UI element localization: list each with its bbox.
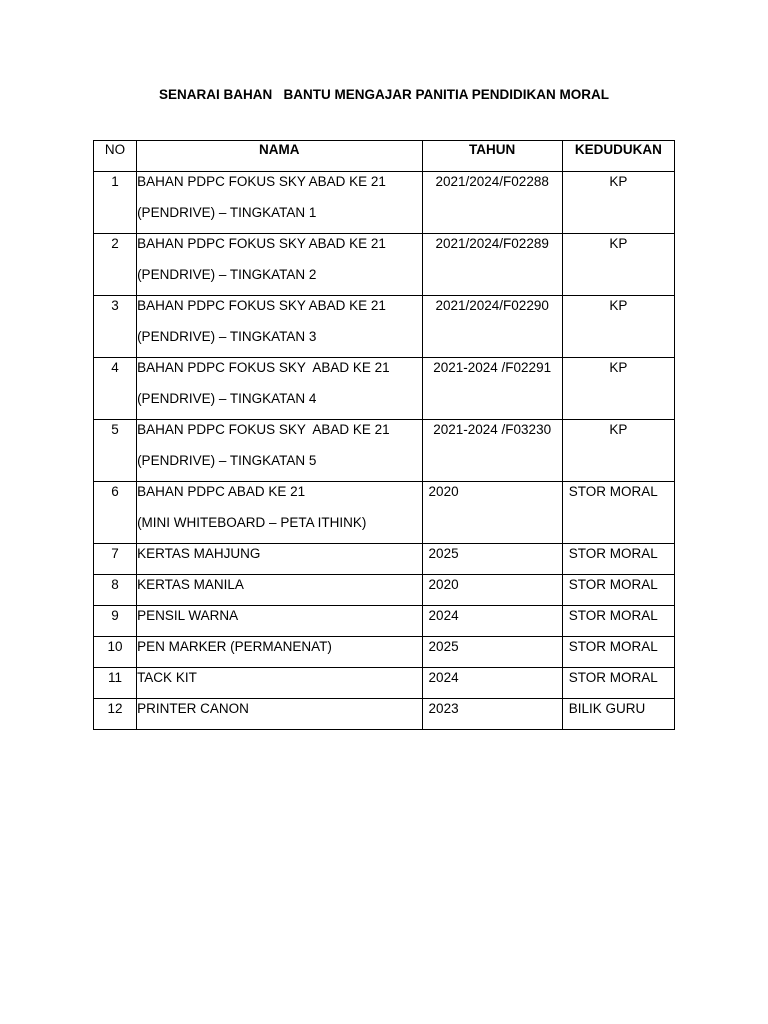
table-row bbox=[94, 234, 675, 296]
nama-line-2: (MINI WHITEBOARD – PETA ITHINK) bbox=[137, 515, 367, 530]
cell-nama: PEN MARKER (PERMANENAT) bbox=[137, 637, 422, 668]
table-row bbox=[94, 172, 675, 234]
cell-kedudukan: STOR MORAL bbox=[562, 575, 674, 606]
cell-no: 4 bbox=[94, 358, 137, 420]
cell-no: 5 bbox=[94, 420, 137, 482]
nama-line-1: BAHAN PDPC FOKUS SKY ABAD KE 21 bbox=[137, 236, 386, 251]
cell-kedudukan: BILIK GURU bbox=[562, 699, 674, 730]
cell-no: 9 bbox=[94, 606, 137, 637]
cell-tahun: 2025 bbox=[422, 544, 562, 575]
cell-nama bbox=[137, 172, 422, 234]
table-row bbox=[94, 544, 675, 575]
table-row bbox=[94, 606, 675, 637]
cell-no: 6 bbox=[94, 482, 137, 544]
cell-kedudukan: KP bbox=[562, 358, 674, 420]
cell-nama bbox=[137, 296, 422, 358]
cell-kedudukan: STOR MORAL bbox=[562, 606, 674, 637]
table-row bbox=[94, 358, 675, 420]
cell-no: 3 bbox=[94, 296, 137, 358]
cell-tahun: 2025 bbox=[422, 637, 562, 668]
table-row bbox=[94, 668, 675, 699]
cell-nama bbox=[137, 420, 422, 482]
nama-line-1: BAHAN PDPC FOKUS SKY ABAD KE 21 bbox=[137, 174, 386, 189]
cell-tahun: 2023 bbox=[422, 699, 562, 730]
cell-no: 8 bbox=[94, 575, 137, 606]
nama-line-2: (PENDRIVE) – TINGKATAN 3 bbox=[137, 329, 317, 344]
cell-nama: PRINTER CANON bbox=[137, 699, 422, 730]
nama-line-2: (PENDRIVE) – TINGKATAN 4 bbox=[137, 391, 317, 406]
cell-nama: KERTAS MANILA bbox=[137, 575, 422, 606]
cell-kedudukan: STOR MORAL bbox=[562, 544, 674, 575]
cell-no: 10 bbox=[94, 637, 137, 668]
nama-line-1: BAHAN PDPC FOKUS SKY ABAD KE 21 bbox=[137, 422, 390, 437]
cell-tahun: 2024 bbox=[422, 668, 562, 699]
nama-line-2: (PENDRIVE) – TINGKATAN 5 bbox=[137, 453, 317, 468]
table-row bbox=[94, 575, 675, 606]
cell-tahun: 2021-2024 /F03230 bbox=[422, 420, 562, 482]
cell-kedudukan: KP bbox=[562, 172, 674, 234]
cell-kedudukan: KP bbox=[562, 296, 674, 358]
cell-tahun: 2021-2024 /F02291 bbox=[422, 358, 562, 420]
cell-tahun: 2024 bbox=[422, 606, 562, 637]
cell-no: 7 bbox=[94, 544, 137, 575]
cell-tahun: 2021/2024/F02289 bbox=[422, 234, 562, 296]
materials-table bbox=[93, 140, 675, 730]
cell-no: 1 bbox=[94, 172, 137, 234]
cell-kedudukan: STOR MORAL bbox=[562, 637, 674, 668]
cell-no: 2 bbox=[94, 234, 137, 296]
table-row bbox=[94, 637, 675, 668]
table-row bbox=[94, 296, 675, 358]
page-title: SENARAI BAHAN BANTU MENGAJAR PANITIA PENDIDIKAN MORAL bbox=[158, 87, 609, 102]
cell-kedudukan: KP bbox=[562, 420, 674, 482]
table-row bbox=[94, 420, 675, 482]
cell-tahun: 2021/2024/F02288 bbox=[422, 172, 562, 234]
cell-no: 11 bbox=[94, 668, 137, 699]
cell-no: 12 bbox=[94, 699, 137, 730]
cell-nama: TACK KIT bbox=[137, 668, 422, 699]
nama-line-2: (PENDRIVE) – TINGKATAN 2 bbox=[137, 267, 317, 282]
nama-line-1: BAHAN PDPC FOKUS SKY ABAD KE 21 bbox=[137, 298, 386, 313]
header-kedudukan: KEDUDUKAN bbox=[562, 141, 674, 172]
nama-line-2: (PENDRIVE) – TINGKATAN 1 bbox=[137, 205, 317, 220]
header-no: NO bbox=[94, 141, 137, 172]
cell-kedudukan: STOR MORAL bbox=[562, 482, 674, 544]
table-row bbox=[94, 699, 675, 730]
header-tahun: TAHUN bbox=[422, 141, 562, 172]
cell-tahun: 2020 bbox=[422, 575, 562, 606]
cell-kedudukan: KP bbox=[562, 234, 674, 296]
table-header-row bbox=[94, 141, 675, 172]
nama-line-1: BAHAN PDPC ABAD KE 21 bbox=[137, 484, 306, 499]
cell-nama: KERTAS MAHJUNG bbox=[137, 544, 422, 575]
table-row bbox=[94, 482, 675, 544]
cell-tahun: 2021/2024/F02290 bbox=[422, 296, 562, 358]
header-nama: NAMA bbox=[137, 141, 422, 172]
cell-nama bbox=[137, 482, 422, 544]
cell-nama: PENSIL WARNA bbox=[137, 606, 422, 637]
cell-kedudukan: STOR MORAL bbox=[562, 668, 674, 699]
nama-line-1: BAHAN PDPC FOKUS SKY ABAD KE 21 bbox=[137, 360, 390, 375]
cell-nama bbox=[137, 358, 422, 420]
cell-nama bbox=[137, 234, 422, 296]
cell-tahun: 2020 bbox=[422, 482, 562, 544]
